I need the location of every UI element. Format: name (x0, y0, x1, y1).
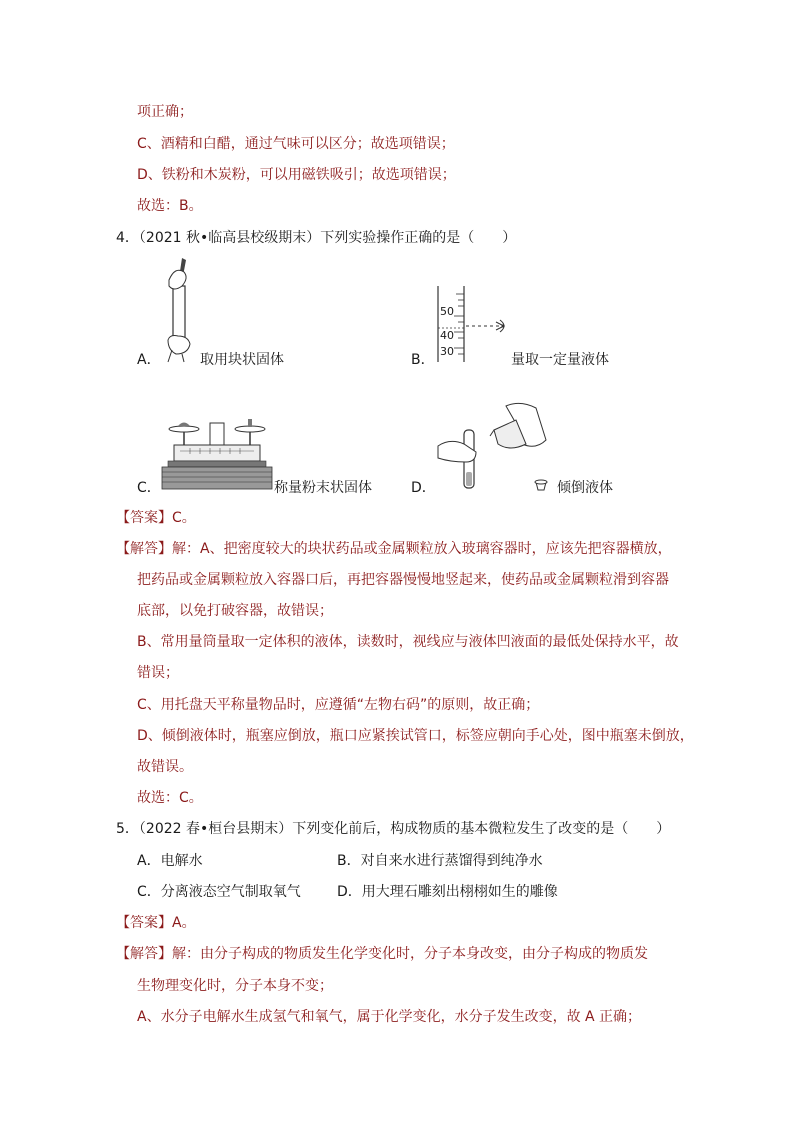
prev-line-1: 项正确； (137, 104, 193, 120)
q5-stem: 5．（2022 春•桓台县期末）下列变化前后，构成物质的基本微粒发生了改变的是（ ） (116, 821, 671, 837)
answer-value: C。 (172, 510, 196, 526)
explain-text: 解：由分子构成的物质发生化学变化时，分子本身改变，由分子构成的物质发 (172, 946, 648, 962)
q4-answer (116, 508, 196, 528)
prev-line-2: C、酒精和白醋，通过气味可以区分；故选项错误； (137, 136, 455, 152)
q4-option-b-label: B． (411, 352, 435, 368)
q4-explain-7: D、倾倒液体时，瓶塞应倒放，瓶口应紧挨试管口，标签应朝向手心处，图中瓶塞未倒放， (137, 728, 694, 744)
q5-explain-2: 生物理变化时，分子本身不变； (137, 978, 333, 994)
q4-option-a-label: A． (137, 352, 161, 368)
explain-text: 解：A、把密度较大的块状药品或金属颗粒放入玻璃容器时，应该先把容器横放， (172, 541, 672, 557)
figure-test-tube-tweezers (160, 258, 200, 364)
scale-30: 30 (440, 345, 454, 358)
q4-explain-2: 把药品或金属颗粒放入容器口后，再把容器慢慢地竖起来，使药品或金属颗粒滑到容器 (137, 572, 669, 588)
q5-option-c: C．分离液态空气制取氧气 (137, 884, 301, 900)
q4-explain-9: 故选：C。 (137, 790, 203, 806)
scale-50: 50 (440, 305, 454, 318)
q4-explain-5: 错误； (137, 665, 179, 681)
q5-option-a: A．电解水 (137, 853, 203, 869)
q4-option-d-label: D． (411, 480, 436, 496)
q4-explain-3: 底部，以免打破容器，故错误； (137, 603, 333, 619)
q4-explain-4: B、常用量筒量取一定体积的液体，读数时，视线应与液体凹液面的最低处保持水平，故 (137, 634, 679, 650)
q5-explain-1 (116, 944, 648, 964)
q4-option-d-text: 倾倒液体 (557, 480, 613, 496)
prev-line-4: 故选：B。 (137, 198, 203, 214)
figure-balance-scale (160, 415, 274, 493)
scale-40: 40 (440, 329, 454, 342)
q4-option-b-text: 量取一定量液体 (511, 352, 609, 368)
q4-explain-6: C、用托盘天平称量物品时，应遵循“左物右码”的原则，故正确； (137, 697, 540, 713)
q4-option-a-text: 取用块状固体 (200, 352, 284, 368)
q5-option-b: B．对自来水进行蒸馏得到纯净水 (337, 853, 543, 869)
answer-tag: 【答案】 (116, 915, 172, 931)
q5-explain-3: A、水分子电解水生成氢气和氧气，属于化学变化，水分子发生改变，故 A 正确； (137, 1009, 642, 1025)
q4-explain-1 (116, 539, 672, 559)
q4-option-c-text: 称量粉末状固体 (274, 480, 372, 496)
q5-option-d: D．用大理石雕刻出栩栩如生的雕像 (337, 884, 558, 900)
figure-pouring-liquid (436, 400, 556, 496)
q5-answer (116, 913, 196, 933)
answer-tag: 【答案】 (116, 510, 172, 526)
q4-option-c-label: C． (137, 480, 161, 496)
answer-value: A。 (172, 915, 196, 931)
q4-stem: 4．（2021 秋•临高县校级期末）下列实验操作正确的是（ ） (116, 230, 517, 246)
explain-tag: 【解答】 (116, 946, 172, 962)
explain-tag: 【解答】 (116, 541, 172, 557)
q4-explain-8: 故错误。 (137, 759, 193, 775)
prev-line-3: D、铁粉和木炭粉，可以用磁铁吸引；故选项错误； (137, 167, 456, 183)
